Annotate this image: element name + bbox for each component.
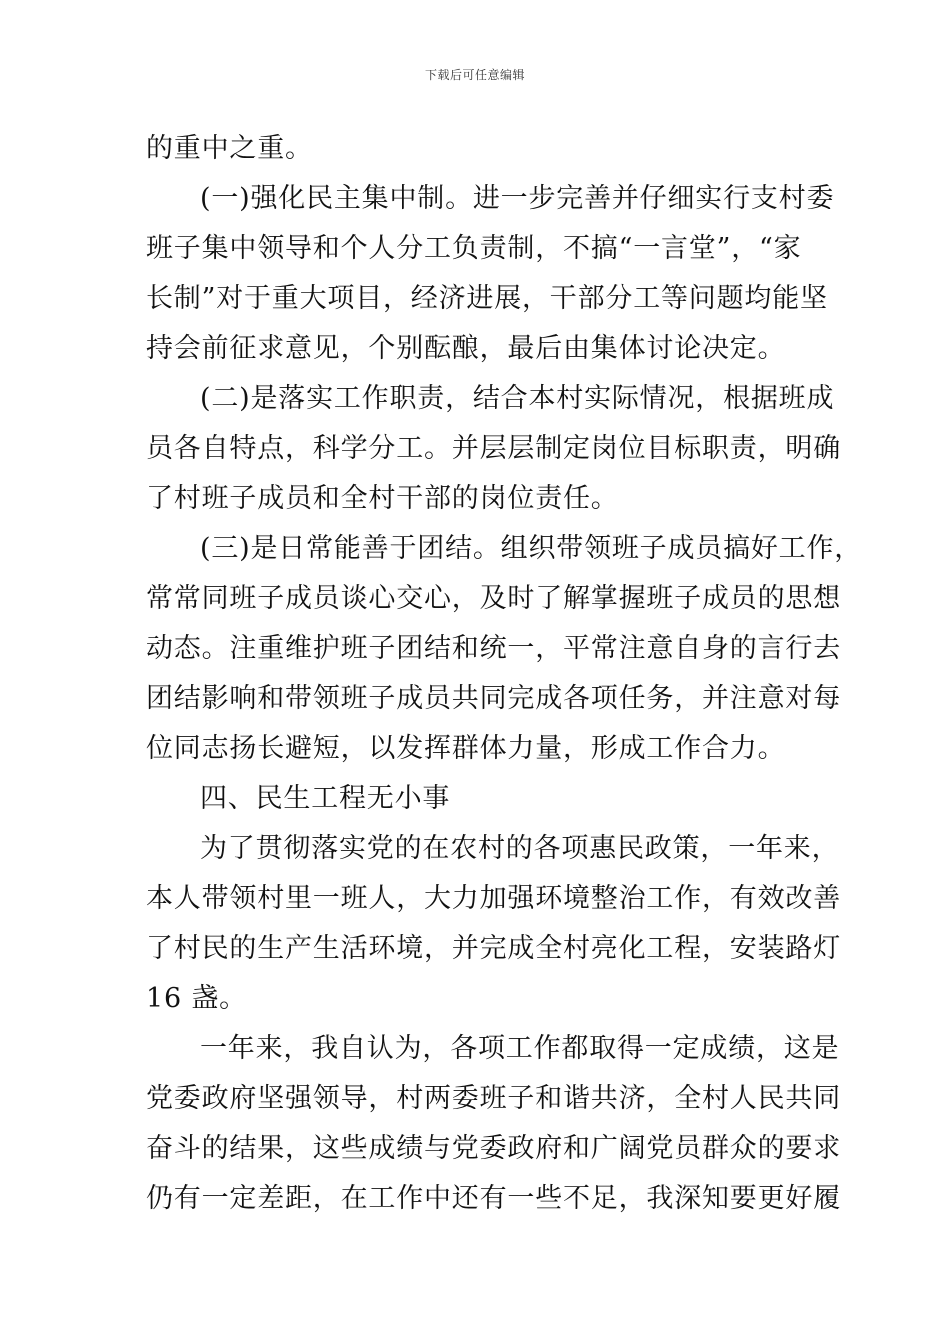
text-line: 仍有一定差距，在工作中还有一些不足，我深知要更好履 (146, 1183, 841, 1214)
text-line: 位同志扬长避短，以发挥群体力量，形成工作合力。 (146, 733, 786, 764)
text-line: 了村民的生产生活环境，并完成全村亮化工程，安装路灯 (146, 933, 841, 964)
text-line: 的重中之重。 (146, 133, 313, 164)
text-line: (一)强化民主集中制。进一步完善并仔细实行支村委 (200, 183, 835, 214)
text-line: 团结影响和带领班子成员共同完成各项任务，并注意对每 (146, 683, 841, 714)
text-line: 动态。注重维护班子团结和统一，平常注意自身的言行去 (146, 633, 841, 664)
text-line: 班子集中领导和个人分工负责制，不搞“一言堂”，“家 (146, 233, 802, 264)
text-line: 持会前征求意见，个别酝酿，最后由集体讨论决定。 (146, 333, 786, 364)
page-header-note: 下载后可任意编辑 (424, 68, 525, 82)
text-line: (三)是日常能善于团结。组织带领班子成员搞好工作， (200, 533, 863, 564)
text-line: (二)是落实工作职责，结合本村实际情况，根据班成 (200, 383, 835, 414)
text-line: 员各自特点，科学分工。并层层制定岗位目标职责，明确 (146, 433, 841, 464)
text-line: 一年来，我自认为，各项工作都取得一定成绩，这是 (200, 1033, 840, 1064)
text-line: 奋斗的结果，这些成绩与党委政府和广阔党员群众的要求 (146, 1133, 841, 1164)
text-line: 16 盏。 (146, 983, 247, 1014)
document-body (146, 124, 863, 1224)
text-line: 长制”对于重大项目，经济进展，干部分工等问题均能坚 (146, 283, 828, 314)
text-line: 常常同班子成员谈心交心，及时了解掌握班子成员的思想 (146, 583, 841, 614)
text-line: 了村班子成员和全村干部的岗位责任。 (146, 483, 619, 514)
text-line: 四、民生工程无小事 (200, 783, 451, 814)
text-line: 为了贯彻落实党的在农村的各项惠民政策，一年来， (200, 833, 840, 864)
text-line: 党委政府坚强领导，村两委班子和谐共济，全村人民共同 (146, 1083, 841, 1114)
text-line: 本人带领村里一班人，大力加强环境整治工作，有效改善 (146, 883, 841, 914)
